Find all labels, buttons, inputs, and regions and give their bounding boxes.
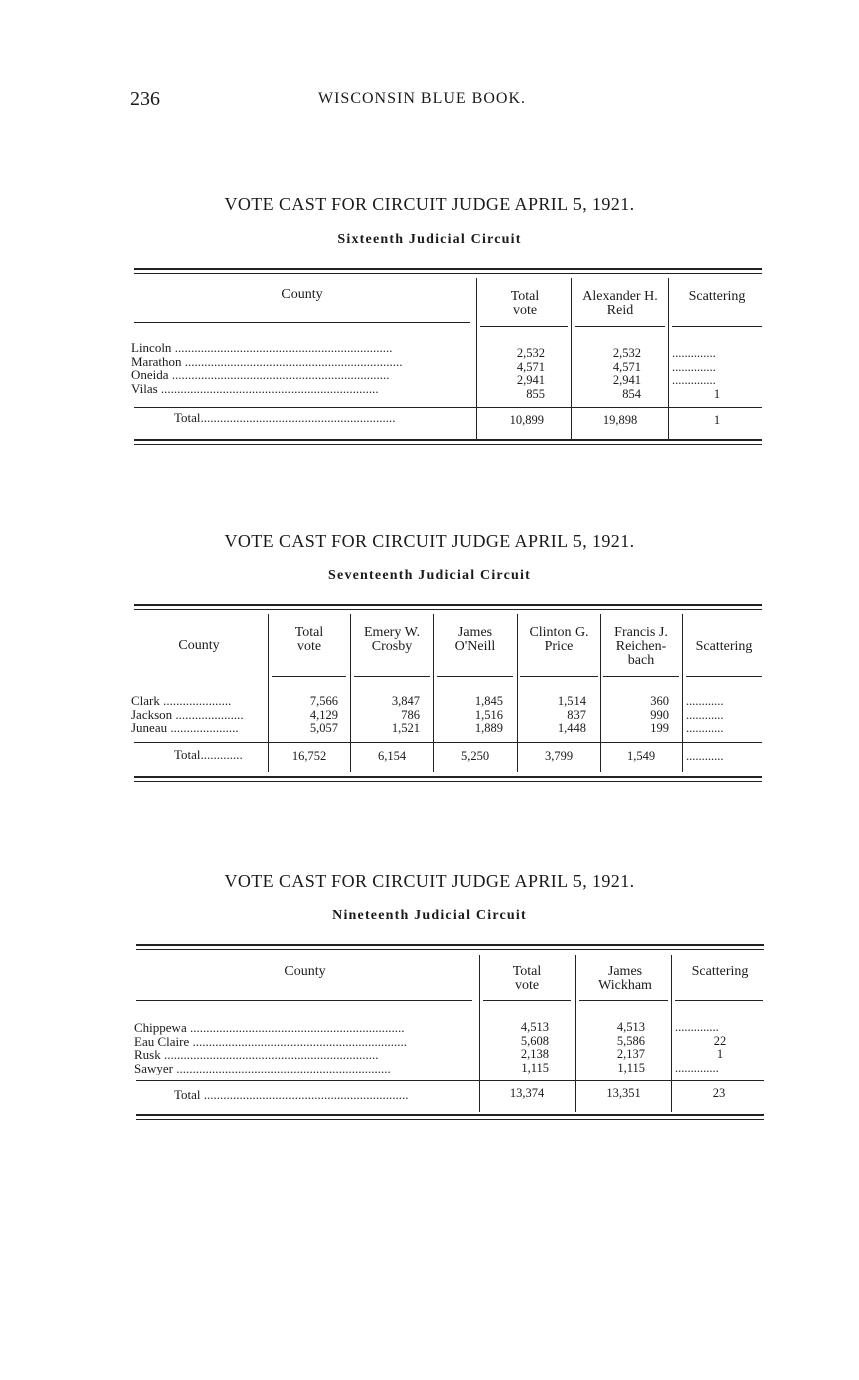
top-rule (136, 944, 764, 946)
table-row: Marathon ................................................................... (131, 354, 403, 369)
header-candidate: Alexander H. Reid (582, 289, 658, 318)
header-total-vote: Total vote (512, 964, 542, 993)
empty-cell: ............ (686, 708, 724, 722)
page-number: 236 (130, 88, 160, 110)
cell-value: 1,115 (521, 1061, 549, 1075)
top-rule-2 (134, 609, 762, 610)
county-column (131, 341, 473, 395)
county-name: Sawyer (134, 1061, 173, 1076)
empty-cell: .............. (672, 347, 716, 360)
table-row: Oneida ................................................................... (131, 368, 390, 382)
header-scattering: Scattering (695, 639, 753, 654)
county-name: Clark (131, 694, 160, 708)
total-value: 10,899 (509, 413, 544, 427)
header-rule (136, 1000, 472, 1001)
total-rule (134, 407, 762, 408)
column-divider (433, 614, 434, 772)
cell-value: 360 (650, 695, 669, 708)
cell-value: 2,532 (612, 347, 641, 360)
cell-value: 2,138 (520, 1048, 549, 1062)
column-divider (268, 614, 269, 772)
header-rule (686, 676, 762, 677)
column-divider (600, 614, 601, 772)
header-candidate: James O'Neill (454, 625, 496, 654)
table-row: Vilas ................................................................... (131, 381, 379, 396)
county-column (134, 1021, 476, 1075)
bottom-rule-2 (134, 781, 762, 782)
total-vote-column (483, 1021, 549, 1075)
candidate-column (575, 347, 641, 401)
county-name: Jackson (131, 707, 173, 722)
column-divider (350, 614, 351, 772)
cell-value: 3,847 (391, 695, 420, 708)
empty-cell: .............. (675, 1061, 719, 1075)
column-divider (682, 614, 683, 772)
total-value: 5,250 (460, 749, 490, 763)
header-rule (603, 676, 679, 677)
bottom-rule (134, 439, 762, 441)
header-candidate: Francis J. Reichen- bach (614, 625, 668, 668)
table-row: Lincoln ................................................................... (131, 341, 393, 355)
total-vote-column (480, 347, 545, 401)
bottom-rule (134, 776, 762, 778)
cell-value: 2,137 (616, 1048, 645, 1062)
county-name: Marathon (131, 354, 182, 369)
cell-value: 855 (526, 387, 545, 401)
total-value: 3,799 (544, 749, 574, 763)
total-rule (134, 742, 762, 743)
county-column (131, 694, 265, 735)
empty-cell: .............. (672, 374, 716, 388)
total-row-label: Total............................................................ (174, 410, 396, 425)
header-rule (480, 326, 568, 327)
header-candidate: Clinton G. Price (529, 625, 589, 654)
total-row-label: Total ............................................................... (174, 1087, 409, 1102)
header-county: County (281, 287, 323, 302)
header-county: County (284, 964, 326, 979)
top-rule (134, 604, 762, 606)
cell-value: 4,513 (616, 1021, 645, 1034)
county-name: Juneau (131, 721, 168, 735)
top-rule-2 (134, 273, 762, 274)
total-vote-column (272, 695, 338, 736)
cell-value: 2,532 (516, 347, 545, 360)
table-row: Clark ..................... (131, 694, 232, 708)
header-rule (272, 676, 346, 677)
top-rule (134, 268, 762, 270)
table-subtitle: Seventeenth Judicial Circuit (328, 568, 531, 583)
cell-value: 990 (650, 708, 669, 722)
table-row: Jackson ..................... (131, 707, 244, 722)
total-rule (136, 1080, 764, 1081)
candidate-column (437, 695, 503, 736)
county-name: Eau Claire (134, 1034, 190, 1049)
header-county: County (178, 638, 220, 653)
cell-value: 4,129 (309, 708, 338, 722)
header-rule (579, 1000, 668, 1001)
cell-value: 1,521 (391, 722, 420, 736)
header-candidate: James Wickham (598, 964, 652, 993)
cell-value: 1,115 (617, 1061, 645, 1075)
column-divider (671, 955, 672, 1112)
total-row-label: Total............. (174, 747, 243, 762)
county-name: Lincoln (131, 341, 172, 355)
empty-cell: ............ (686, 695, 724, 708)
cell-value: 22 (713, 1034, 727, 1048)
running-head: WISCONSIN BLUE BOOK. (318, 90, 526, 107)
county-name: Oneida (131, 368, 169, 382)
table-subtitle: Nineteenth Judicial Circuit (332, 908, 527, 923)
cell-value: 1,514 (557, 695, 586, 708)
total-value: 13,374 (509, 1086, 545, 1100)
table-subtitle: Sixteenth Judicial Circuit (337, 232, 522, 247)
header-rule (483, 1000, 571, 1001)
header-rule (134, 322, 470, 323)
table-row: Sawyer .................................................................. (134, 1061, 391, 1076)
header-total-vote: Total vote (294, 625, 324, 654)
header-rule (437, 676, 513, 677)
scattering-column (672, 347, 762, 401)
header-total-vote: Total vote (510, 289, 540, 318)
header-rule (575, 326, 665, 327)
empty-cell: ............ (686, 722, 724, 736)
cell-value: 4,513 (520, 1021, 549, 1034)
table-row: Eau Claire .................................................................. (134, 1034, 407, 1049)
table-row: Rusk .................................................................. (134, 1048, 379, 1062)
cell-value: 5,057 (309, 722, 338, 736)
cell-value: 1,448 (557, 722, 586, 736)
cell-value: 5,608 (520, 1034, 549, 1048)
county-name: Rusk (134, 1048, 161, 1062)
candidate-column (354, 695, 420, 736)
bottom-rule (136, 1114, 764, 1116)
table-row: Chippewa .................................................................. (134, 1021, 405, 1035)
column-divider (517, 614, 518, 772)
total-value: 1,549 (626, 749, 656, 763)
header-rule (520, 676, 598, 677)
bottom-rule-2 (136, 1119, 764, 1120)
table-title: VOTE CAST FOR CIRCUIT JUDGE APRIL 5, 1921. (224, 531, 635, 551)
cell-value: 1,516 (474, 708, 503, 722)
candidate-column (603, 695, 669, 736)
total-label: Total (174, 1087, 201, 1102)
top-rule-2 (136, 949, 764, 950)
total-value: 19,898 (602, 413, 638, 427)
empty-cell: .............. (672, 360, 716, 374)
scattering-column (686, 695, 762, 736)
candidate-column (520, 695, 586, 736)
total-value: 13,351 (606, 1086, 641, 1100)
header-candidate: Emery W. Crosby (364, 625, 420, 654)
cell-value: 854 (622, 387, 641, 401)
cell-value: 199 (650, 722, 669, 736)
county-name: Chippewa (134, 1021, 187, 1035)
cell-value: 837 (567, 708, 586, 722)
cell-value: 5,586 (616, 1034, 645, 1048)
total-value: 1 (713, 413, 721, 427)
cell-value: 1 (716, 1048, 724, 1062)
total-value: 6,154 (377, 749, 407, 763)
total-value: 23 (712, 1086, 726, 1100)
empty-cell: .............. (675, 1021, 719, 1034)
column-divider (575, 955, 576, 1112)
table-title: VOTE CAST FOR CIRCUIT JUDGE APRIL 5, 1921. (224, 194, 635, 214)
header-rule (672, 326, 762, 327)
scattering-column (675, 1021, 765, 1075)
cell-value: 1 (713, 387, 721, 401)
total-label: Total (174, 747, 201, 762)
column-divider (476, 278, 477, 440)
cell-value: 4,571 (516, 360, 545, 374)
table-row: Juneau ..................... (131, 721, 239, 735)
cell-value: 2,941 (612, 374, 641, 388)
total-value: 16,752 (291, 749, 327, 763)
cell-value: 2,941 (516, 374, 545, 388)
cell-value: 4,571 (612, 360, 641, 374)
cell-value: 786 (401, 708, 420, 722)
cell-value: 1,845 (474, 695, 503, 708)
header-scattering: Scattering (691, 964, 749, 979)
header-scattering: Scattering (688, 289, 746, 304)
column-divider (668, 278, 669, 440)
bottom-rule-2 (134, 444, 762, 445)
column-divider (479, 955, 480, 1112)
header-rule (354, 676, 430, 677)
county-name: Vilas (131, 381, 158, 396)
scattering-total-empty: ............ (686, 749, 724, 763)
cell-value: 1,889 (474, 722, 503, 736)
total-label: Total (174, 410, 201, 425)
candidate-column (579, 1021, 645, 1075)
header-rule (675, 1000, 763, 1001)
table-title: VOTE CAST FOR CIRCUIT JUDGE APRIL 5, 1921. (224, 871, 635, 891)
cell-value: 7,566 (309, 695, 338, 708)
